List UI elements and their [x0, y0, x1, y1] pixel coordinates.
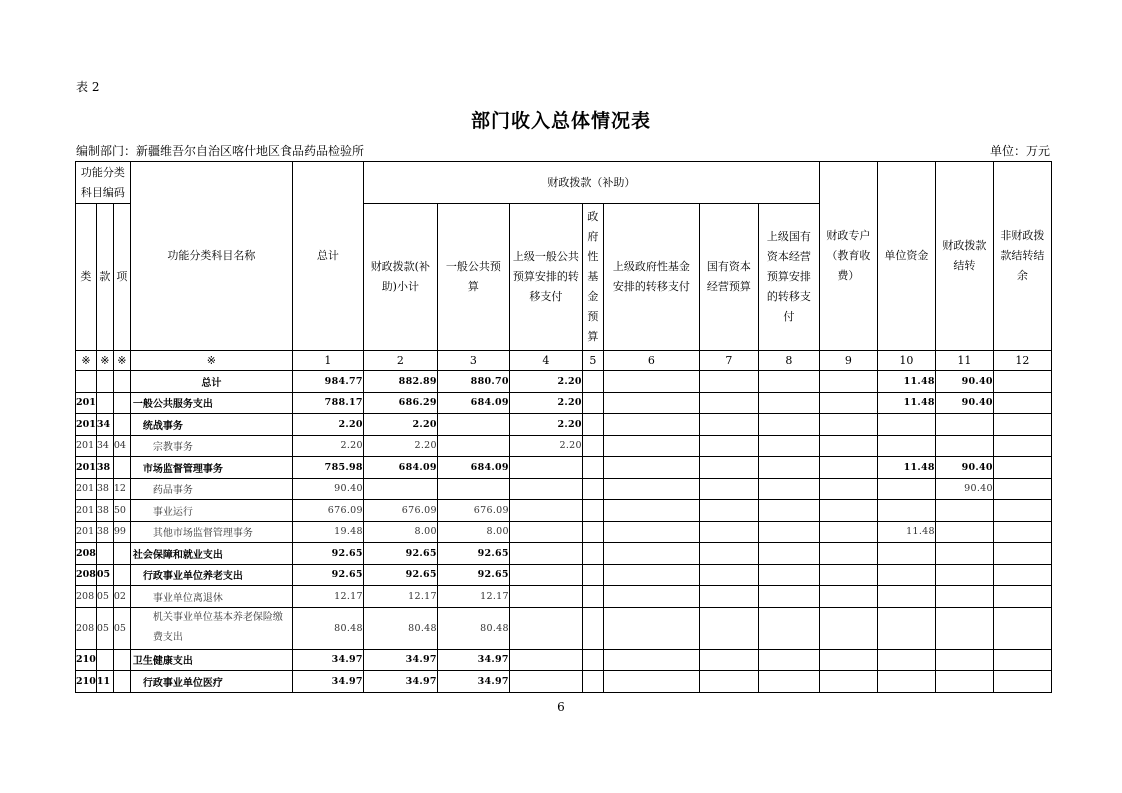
fiscal-carryover-header: 财政拨款结转	[935, 162, 993, 351]
subject-name-cell: 卫生健康支出	[130, 649, 292, 671]
subject-name-cell: 行政事业单位养老支出	[130, 564, 292, 586]
value-cell-5	[582, 435, 603, 457]
value-cell-5	[582, 392, 603, 414]
lei-cell: 210	[76, 671, 97, 693]
value-cell-11	[935, 543, 993, 565]
value-cell-1: 984.77	[292, 371, 363, 393]
value-cell-8	[758, 478, 819, 500]
value-cell-3: 684.09	[437, 392, 509, 414]
lei-cell: 210	[76, 649, 97, 671]
value-cell-10	[877, 671, 935, 693]
value-cell-12	[993, 500, 1051, 522]
value-cell-9	[819, 521, 877, 543]
value-cell-8	[758, 649, 819, 671]
value-cell-12	[993, 392, 1051, 414]
value-cell-7	[699, 457, 758, 479]
xiang-cell	[113, 392, 130, 414]
value-cell-5	[582, 671, 603, 693]
value-cell-3	[437, 414, 509, 436]
column-number-cell: 4	[509, 351, 582, 371]
value-cell-4	[509, 564, 582, 586]
upper-gov-fund-transfer-header: 上级政府性基金安排的转移支付	[603, 204, 699, 351]
value-cell-7	[699, 586, 758, 608]
kuan-cell: 34	[96, 414, 113, 436]
value-cell-2: 12.17	[363, 586, 437, 608]
xiang-header: 项	[113, 204, 130, 351]
value-cell-2: 684.09	[363, 457, 437, 479]
value-cell-10	[877, 586, 935, 608]
value-cell-2: 34.97	[363, 671, 437, 693]
column-number-cell: 5	[582, 351, 603, 371]
kuan-cell: 05	[96, 564, 113, 586]
value-cell-7	[699, 435, 758, 457]
value-cell-11	[935, 414, 993, 436]
table-row	[76, 500, 1052, 522]
value-cell-8	[758, 500, 819, 522]
subject-name-cell: 统战事务	[130, 414, 292, 436]
value-cell-4	[509, 457, 582, 479]
value-cell-6	[603, 478, 699, 500]
column-number-cell: 1	[292, 351, 363, 371]
value-cell-3: 80.48	[437, 607, 509, 649]
table-row	[76, 414, 1052, 436]
value-cell-7	[699, 371, 758, 393]
value-cell-6	[603, 586, 699, 608]
value-cell-10	[877, 478, 935, 500]
value-cell-11	[935, 649, 993, 671]
value-cell-8	[758, 671, 819, 693]
value-cell-12	[993, 457, 1051, 479]
lei-cell: 208	[76, 564, 97, 586]
value-cell-12	[993, 414, 1051, 436]
value-cell-2: 2.20	[363, 435, 437, 457]
value-cell-3: 92.65	[437, 564, 509, 586]
column-number-cell: ※	[76, 351, 97, 371]
value-cell-1: 2.20	[292, 414, 363, 436]
kuan-cell	[96, 392, 113, 414]
value-cell-7	[699, 649, 758, 671]
value-cell-4	[509, 607, 582, 649]
table-row	[76, 607, 1052, 649]
value-cell-4	[509, 543, 582, 565]
value-cell-5	[582, 414, 603, 436]
value-cell-4	[509, 671, 582, 693]
value-cell-12	[993, 543, 1051, 565]
kuan-cell: 38	[96, 521, 113, 543]
value-cell-5	[582, 521, 603, 543]
value-cell-7	[699, 671, 758, 693]
value-cell-3: 92.65	[437, 543, 509, 565]
kuan-cell: 38	[96, 478, 113, 500]
subject-name-cell: 其他市场监督管理事务	[130, 521, 292, 543]
xiang-cell	[113, 649, 130, 671]
value-cell-10: 11.48	[877, 371, 935, 393]
table-row	[76, 392, 1052, 414]
value-cell-12	[993, 607, 1051, 649]
fiscal-group-header: 财政拨款（补助）	[363, 162, 819, 204]
page-number: 6	[557, 700, 565, 714]
subject-name-cell: 药品事务	[130, 478, 292, 500]
func-code-header: 功能分类科目编码	[76, 162, 131, 204]
value-cell-5	[582, 371, 603, 393]
subject-name-cell: 事业单位离退休	[130, 586, 292, 608]
value-cell-1: 80.48	[292, 607, 363, 649]
value-cell-5	[582, 564, 603, 586]
table-row	[76, 543, 1052, 565]
value-cell-9	[819, 500, 877, 522]
value-cell-2: 34.97	[363, 649, 437, 671]
value-cell-6	[603, 671, 699, 693]
upper-state-capital-transfer-header: 上级国有资本经营预算安排的转移支付	[758, 204, 819, 351]
value-cell-10: 11.48	[877, 392, 935, 414]
value-cell-9	[819, 543, 877, 565]
subject-name-cell: 宗教事务	[130, 435, 292, 457]
xiang-cell: 02	[113, 586, 130, 608]
value-cell-9	[819, 564, 877, 586]
value-cell-10	[877, 500, 935, 522]
value-cell-9	[819, 457, 877, 479]
total-header: 总计	[292, 162, 363, 351]
column-number-cell: ※	[113, 351, 130, 371]
subject-name-cell: 市场监督管理事务	[130, 457, 292, 479]
column-number-cell: 8	[758, 351, 819, 371]
value-cell-7	[699, 543, 758, 565]
value-cell-9	[819, 478, 877, 500]
value-cell-10	[877, 435, 935, 457]
value-cell-12	[993, 671, 1051, 693]
value-cell-4: 2.20	[509, 435, 582, 457]
value-cell-6	[603, 543, 699, 565]
table-row	[76, 521, 1052, 543]
value-cell-5	[582, 586, 603, 608]
value-cell-11	[935, 564, 993, 586]
column-number-cell: 12	[993, 351, 1051, 371]
value-cell-10	[877, 649, 935, 671]
subject-name-cell: 行政事业单位医疗	[130, 671, 292, 693]
value-cell-12	[993, 586, 1051, 608]
value-cell-1: 90.40	[292, 478, 363, 500]
table-row	[76, 457, 1052, 479]
value-cell-2: 686.29	[363, 392, 437, 414]
value-cell-10	[877, 543, 935, 565]
table-row	[76, 564, 1052, 586]
kuan-header: 款	[96, 204, 113, 351]
xiang-cell	[113, 371, 130, 393]
table-row	[76, 649, 1052, 671]
value-cell-3: 34.97	[437, 649, 509, 671]
value-cell-10: 11.48	[877, 457, 935, 479]
lei-cell: 201	[76, 457, 97, 479]
value-cell-9	[819, 671, 877, 693]
value-cell-11: 90.40	[935, 392, 993, 414]
value-cell-7	[699, 392, 758, 414]
column-number-cell: ※	[130, 351, 292, 371]
subject-name-cell: 机关事业单位基本养老保险缴费支出	[130, 607, 292, 649]
value-cell-8	[758, 543, 819, 565]
column-number-cell: 7	[699, 351, 758, 371]
value-cell-11	[935, 435, 993, 457]
lei-cell: 201	[76, 392, 97, 414]
value-cell-6	[603, 371, 699, 393]
value-cell-3: 676.09	[437, 500, 509, 522]
table-row	[76, 435, 1052, 457]
lei-header: 类	[76, 204, 97, 351]
value-cell-4: 2.20	[509, 414, 582, 436]
value-cell-9	[819, 607, 877, 649]
value-cell-12	[993, 564, 1051, 586]
lei-cell: 208	[76, 607, 97, 649]
fiscal-special-header: 财政专户（教育收费）	[819, 162, 877, 351]
table-label: 表 2	[76, 80, 100, 94]
subject-name-cell: 社会保障和就业支出	[130, 543, 292, 565]
kuan-cell: 34	[96, 435, 113, 457]
value-cell-1: 92.65	[292, 543, 363, 565]
column-number-row	[76, 351, 1052, 371]
value-cell-7	[699, 607, 758, 649]
xiang-cell: 05	[113, 607, 130, 649]
value-cell-6	[603, 457, 699, 479]
unit-label: 单位：万元	[989, 144, 1050, 158]
value-cell-2: 80.48	[363, 607, 437, 649]
value-cell-11	[935, 500, 993, 522]
xiang-cell: 04	[113, 435, 130, 457]
value-cell-1: 2.20	[292, 435, 363, 457]
value-cell-12	[993, 371, 1051, 393]
value-cell-3: 12.17	[437, 586, 509, 608]
lei-cell	[76, 371, 97, 393]
kuan-cell: 05	[96, 586, 113, 608]
lei-cell: 201	[76, 500, 97, 522]
subject-name-cell: 事业运行	[130, 500, 292, 522]
column-number-cell: 2	[363, 351, 437, 371]
value-cell-9	[819, 414, 877, 436]
xiang-cell	[113, 543, 130, 565]
kuan-cell	[96, 371, 113, 393]
value-cell-8	[758, 414, 819, 436]
lei-cell: 201	[76, 521, 97, 543]
xiang-cell	[113, 414, 130, 436]
value-cell-2: 882.89	[363, 371, 437, 393]
value-cell-1: 676.09	[292, 500, 363, 522]
value-cell-1: 92.65	[292, 564, 363, 586]
value-cell-8	[758, 371, 819, 393]
subject-name-cell: 总计	[130, 371, 292, 393]
value-cell-7	[699, 521, 758, 543]
state-capital-budget-header: 国有资本经营预算	[699, 204, 758, 351]
value-cell-10	[877, 607, 935, 649]
value-cell-7	[699, 500, 758, 522]
value-cell-8	[758, 564, 819, 586]
lei-cell: 208	[76, 586, 97, 608]
xiang-cell: 12	[113, 478, 130, 500]
kuan-cell: 05	[96, 607, 113, 649]
value-cell-5	[582, 649, 603, 671]
column-number-cell: 9	[819, 351, 877, 371]
value-cell-11: 90.40	[935, 457, 993, 479]
page-title: 部门收入总体情况表	[470, 110, 651, 132]
value-cell-2: 92.65	[363, 564, 437, 586]
value-cell-1: 19.48	[292, 521, 363, 543]
table-row	[76, 371, 1052, 393]
column-number-cell: 3	[437, 351, 509, 371]
value-cell-3: 684.09	[437, 457, 509, 479]
value-cell-3: 880.70	[437, 371, 509, 393]
value-cell-5	[582, 500, 603, 522]
org-label: 编制部门：新疆维吾尔自治区喀什地区食品药品检验所	[76, 144, 365, 158]
value-cell-3	[437, 435, 509, 457]
value-cell-4	[509, 478, 582, 500]
value-cell-2: 92.65	[363, 543, 437, 565]
value-cell-3: 8.00	[437, 521, 509, 543]
table-row	[76, 671, 1052, 693]
value-cell-11	[935, 671, 993, 693]
value-cell-12	[993, 478, 1051, 500]
table-row	[76, 586, 1052, 608]
value-cell-8	[758, 586, 819, 608]
subject-name-cell: 一般公共服务支出	[130, 392, 292, 414]
value-cell-2	[363, 478, 437, 500]
value-cell-4: 2.20	[509, 371, 582, 393]
value-cell-1: 785.98	[292, 457, 363, 479]
value-cell-10: 11.48	[877, 521, 935, 543]
lei-cell: 201	[76, 435, 97, 457]
value-cell-12	[993, 521, 1051, 543]
value-cell-4: 2.20	[509, 392, 582, 414]
value-cell-1: 788.17	[292, 392, 363, 414]
value-cell-2: 676.09	[363, 500, 437, 522]
lei-cell: 201	[76, 414, 97, 436]
upper-general-transfer-header: 上级一般公共预算安排的转移支付	[509, 204, 582, 351]
value-cell-8	[758, 435, 819, 457]
value-cell-6	[603, 414, 699, 436]
value-cell-1: 12.17	[292, 586, 363, 608]
value-cell-7	[699, 564, 758, 586]
value-cell-5	[582, 543, 603, 565]
column-number-cell: 6	[603, 351, 699, 371]
value-cell-9	[819, 435, 877, 457]
kuan-cell	[96, 649, 113, 671]
value-cell-10	[877, 564, 935, 586]
value-cell-1: 34.97	[292, 671, 363, 693]
value-cell-3	[437, 478, 509, 500]
column-number-cell: 10	[877, 351, 935, 371]
value-cell-4	[509, 649, 582, 671]
xiang-cell	[113, 564, 130, 586]
value-cell-12	[993, 649, 1051, 671]
value-cell-5	[582, 457, 603, 479]
unit-funds-header: 单位资金	[877, 162, 935, 351]
xiang-cell	[113, 671, 130, 693]
value-cell-1: 34.97	[292, 649, 363, 671]
value-cell-11: 90.40	[935, 371, 993, 393]
lei-cell: 201	[76, 478, 97, 500]
value-cell-4	[509, 521, 582, 543]
value-cell-6	[603, 435, 699, 457]
func-name-header: 功能分类科目名称	[130, 162, 292, 351]
value-cell-10	[877, 414, 935, 436]
income-table	[75, 161, 1052, 693]
value-cell-6	[603, 649, 699, 671]
xiang-cell: 50	[113, 500, 130, 522]
value-cell-6	[603, 564, 699, 586]
value-cell-8	[758, 607, 819, 649]
value-cell-9	[819, 586, 877, 608]
value-cell-6	[603, 607, 699, 649]
value-cell-4	[509, 500, 582, 522]
gov-fund-budget-header: 政府性基金预算	[582, 204, 603, 351]
value-cell-5	[582, 607, 603, 649]
value-cell-11	[935, 521, 993, 543]
value-cell-11	[935, 607, 993, 649]
value-cell-3: 34.97	[437, 671, 509, 693]
value-cell-6	[603, 392, 699, 414]
lei-cell: 208	[76, 543, 97, 565]
column-number-cell: 11	[935, 351, 993, 371]
value-cell-6	[603, 521, 699, 543]
value-cell-5	[582, 478, 603, 500]
value-cell-9	[819, 371, 877, 393]
kuan-cell: 38	[96, 500, 113, 522]
kuan-cell	[96, 543, 113, 565]
value-cell-9	[819, 649, 877, 671]
value-cell-8	[758, 521, 819, 543]
fiscal-subtotal-header: 财政拨款(补助)小计	[363, 204, 437, 351]
value-cell-2: 2.20	[363, 414, 437, 436]
xiang-cell: 99	[113, 521, 130, 543]
value-cell-11: 90.40	[935, 478, 993, 500]
table-row	[76, 478, 1052, 500]
kuan-cell: 38	[96, 457, 113, 479]
value-cell-4	[509, 586, 582, 608]
value-cell-9	[819, 392, 877, 414]
nonfiscal-carryover-header: 非财政拨款结转结余	[993, 162, 1051, 351]
value-cell-12	[993, 435, 1051, 457]
value-cell-7	[699, 478, 758, 500]
kuan-cell: 11	[96, 671, 113, 693]
column-number-cell: ※	[96, 351, 113, 371]
value-cell-2: 8.00	[363, 521, 437, 543]
value-cell-8	[758, 457, 819, 479]
value-cell-8	[758, 392, 819, 414]
general-budget-header: 一般公共预算	[437, 204, 509, 351]
xiang-cell	[113, 457, 130, 479]
value-cell-11	[935, 586, 993, 608]
value-cell-6	[603, 500, 699, 522]
value-cell-7	[699, 414, 758, 436]
